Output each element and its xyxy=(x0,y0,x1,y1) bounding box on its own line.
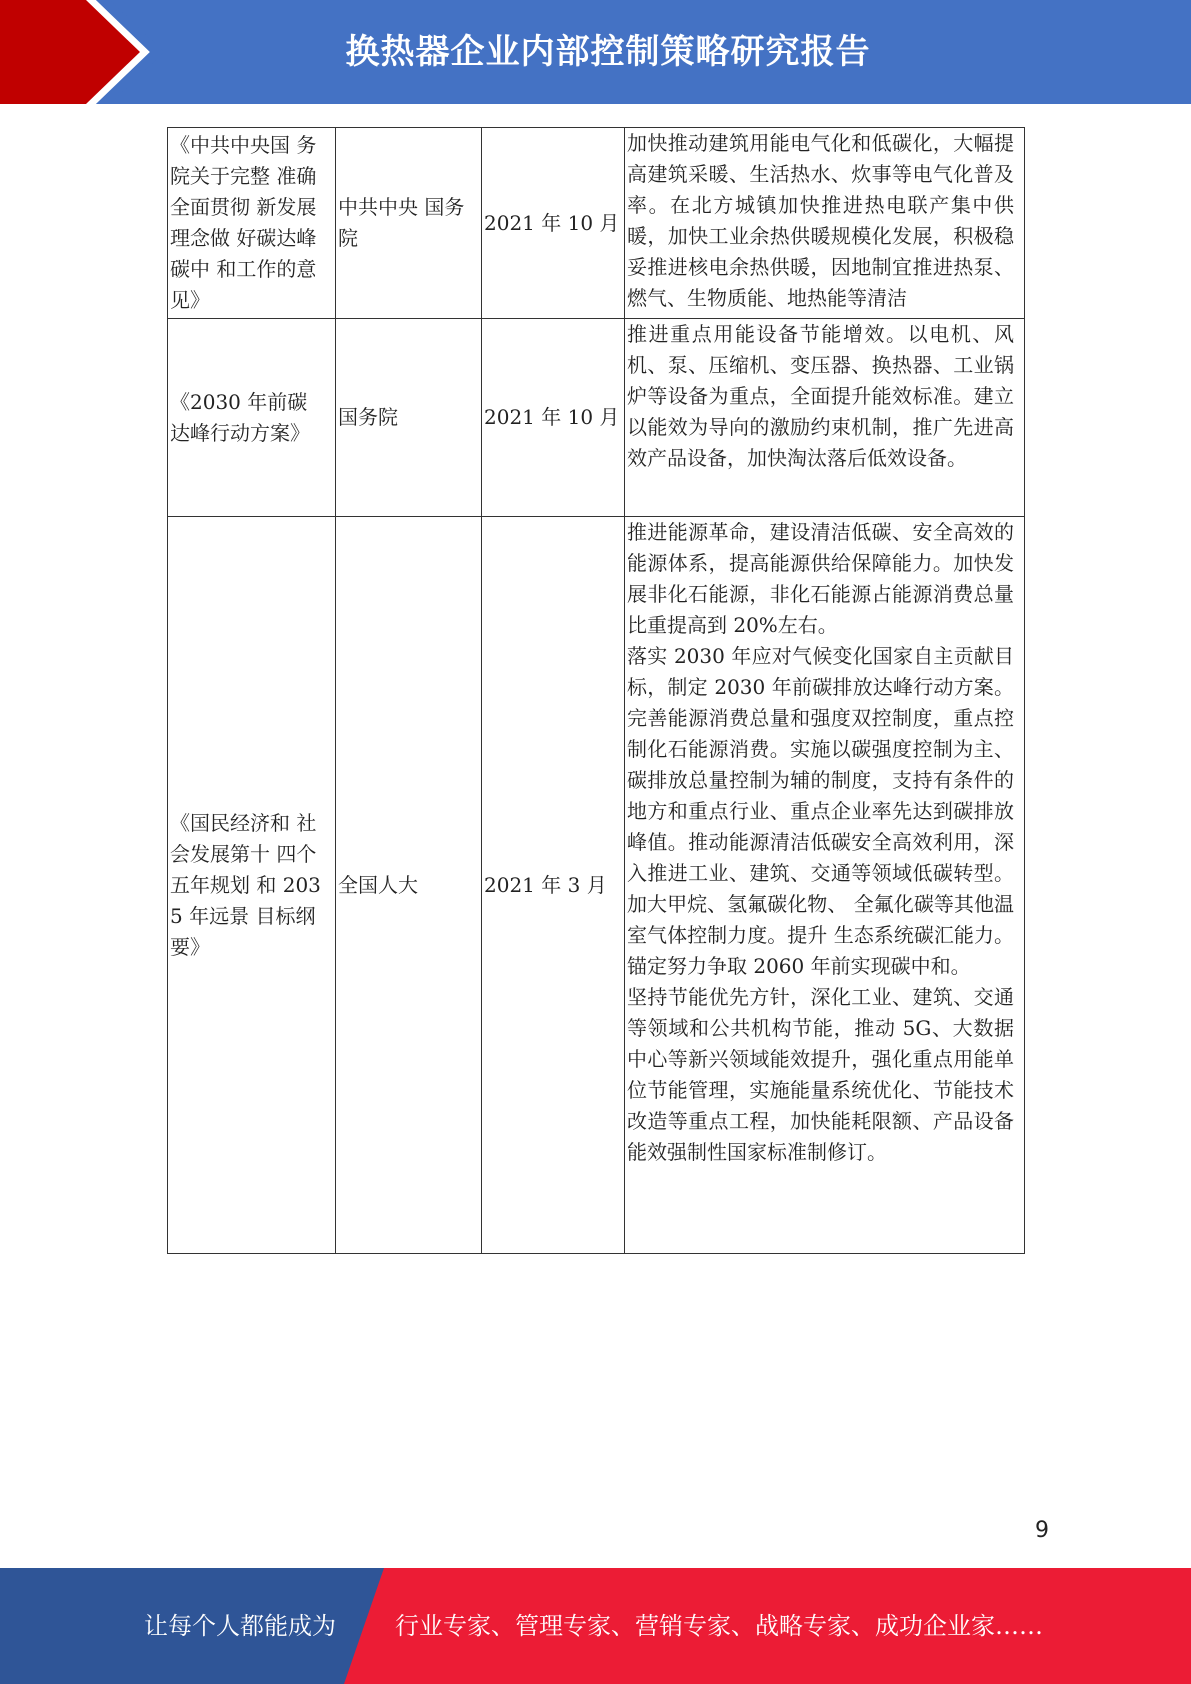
policy-content xyxy=(625,128,1025,319)
policy-content-paragraph: 加快推动建筑用能电气化和低碳化，大幅提高建筑采暖、生活热水、炊事等电气化普及率。在北方城镇加快推进热电联产集中供暖，加快工业余热供暖规模化发展，积极稳妥推进核电余热供暖，因地制宜推进热泵、燃气、生物质能、地热能等清洁 xyxy=(627,131,1014,310)
policy-content-paragraph: 推进能源革命，建设清洁低碳、安全高效的能源体系，提高能源供给保障能力。加快发展非化石能源，非化石能源占能源消费总量比重提高到 20%左右。 xyxy=(627,520,1014,637)
report-title: 换热器企业内部控制策略研究报告 xyxy=(345,32,871,72)
policy-issuer: 国务院 xyxy=(336,319,482,517)
policy-content xyxy=(625,319,1025,517)
policy-table xyxy=(167,127,1025,1254)
footer-slogan-left: 让每个人都能成为 xyxy=(144,1612,336,1640)
policy-date: 2021 年 10 月 xyxy=(482,319,625,517)
policy-content-paragraph: 落实 2030 年应对气候变化国家自主贡献目标，制定 2030 年前碳排放达峰行动方案。完善能源消费总量和强度双控制度，重点控制化石能源消费。实施以碳强度控制为主、碳排放总量控制为辅的制度，支持有条件的地方和重点行业、重点企业率先达到碳排放峰值。推动能源清洁低碳安全高效利用，深入推进工业、建筑、交通等领域低碳转型。加大甲烷、氢氟碳化物、 全氟化碳等其他温室气体控制力度。提升 生态系统碳汇能力。锚定努力争取 2060 年前实现碳中和。 xyxy=(627,644,1014,978)
policy-date: 2021 年 3 月 xyxy=(482,517,625,1254)
policy-issuer: 全国人大 xyxy=(336,517,482,1254)
table-row xyxy=(168,319,1025,517)
policy-content-paragraph: 坚持节能优先方针，深化工业、建筑、交通等领域和公共机构节能，推动 5G、大数据中心等新兴领域能效提升，强化重点用能单位节能管理，实施能量系统优化、节能技术改造等重点工程，加快能耗限额、产品设备能效强制性国家标准制修订。 xyxy=(627,985,1014,1164)
page-number: 9 xyxy=(1035,1518,1049,1543)
policy-content xyxy=(625,517,1025,1254)
policy-content-paragraph: 推进重点用能设备节能增效。以电机、风机、泵、压缩机、变压器、换热器、工业锅炉等设备为重点，全面提升能效标准。建立以能效为导向的激励约束机制，推广先进高效产品设备，加快淘汰落后低效设备。 xyxy=(627,322,1014,470)
footer-slogan-right: 行业专家、管理专家、营销专家、战略专家、成功企业家…… xyxy=(395,1612,1043,1640)
policy-issuer: 中共中央 国务院 xyxy=(336,128,482,319)
policy-date: 2021 年 10 月 xyxy=(482,128,625,319)
policy-document-name: 《2030 年前碳 达峰行动方案》 xyxy=(168,319,336,517)
table-row xyxy=(168,517,1025,1254)
page-header xyxy=(0,0,1191,110)
page-footer xyxy=(0,1568,1191,1684)
policy-document-name: 《中共中央国 务院关于完整 准确全面贯彻 新发展理念做 好碳达峰碳中 和工作的意见》 xyxy=(168,128,336,319)
policy-document-name: 《国民经济和 社会发展第十 四个五年规划 和 2035 年远景 目标纲要》 xyxy=(168,517,336,1254)
table-row xyxy=(168,128,1025,319)
